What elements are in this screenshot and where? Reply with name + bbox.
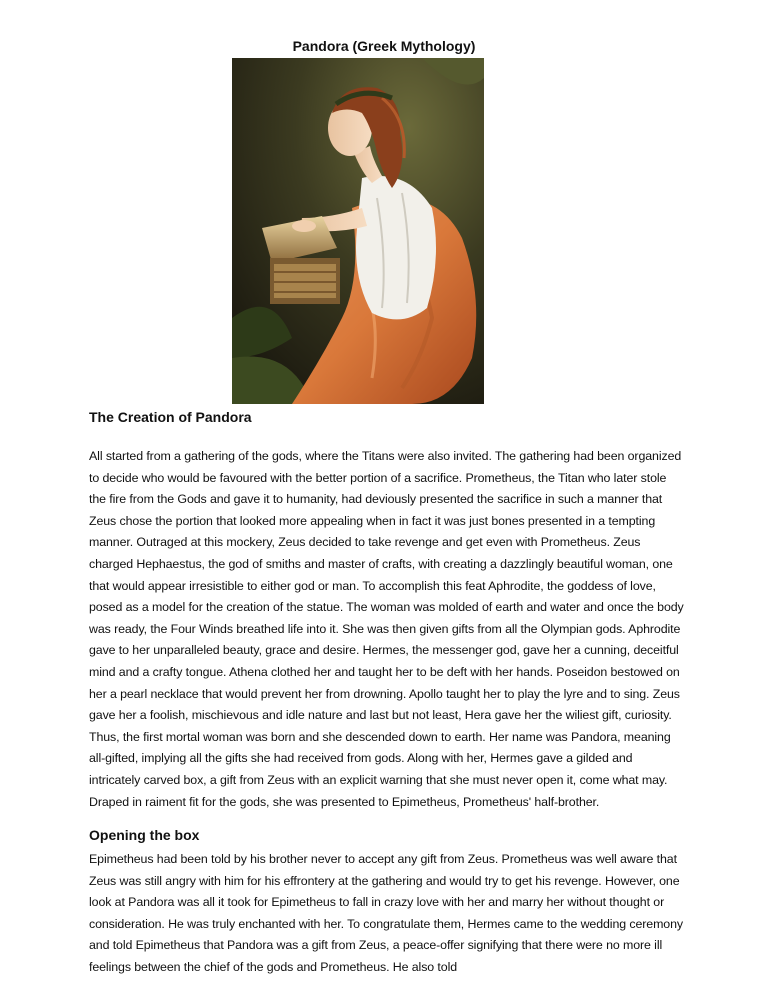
section-body-opening: Epimetheus had been told by his brother never to accept any gift from Zeus. Prometheus was well aware that Zeus was still angry with him for his effrontery at the gathering and would try to get his revenge. However, one look at Pandora was all it took for Epimetheus to fall in crazy love with her and marry her without thought or consideration. He was truly enchanted with her. To congratulate them, Hermes came to the wedding ceremony and told Epimetheus that Pandora was a gift from Zeus, a peace-offer signifying that there were no more ill feelings between the chief of the gods and Prometheus. He also told (89, 852, 683, 974)
page-title: Pandora (Greek Mythology) (292, 38, 476, 54)
section-body-creation: All started from a gathering of the gods, where the Titans were also invited. The gathering had been organized to decide who would be favoured with the better portion of a sacrifice. Prometheus, the Titan who later stole the fire from the Gods and gave it to humanity, had deviously presented the sacrifice in such a manner that Zeus chose the portion that looked more appealing when in fact it was just bones presented in a tempting manner. Outraged at this mockery, Zeus decided to take revenge and get even with Prometheus. Zeus charged Hephaestus, the god of smiths and master of crafts, with creating a dazzlingly beautiful woman, one that would appear irresistible to either god or man. To accomplish this feat Aphrodite, the goddess of love, posed as a model for the creation of the statue. The woman was molded of earth and water and once the body was ready, the Four Winds breathed life into it. She was then given gifts from all the Olympian gods. Aphrodite gave to her unparalleled beauty, grace and desire. Hermes, the messenger god, gave her a cunning, deceitful mind and a crafty tongue. Athena clothed her and taught her to be deft with her hands. Poseidon bestowed on her a pearl necklace that would prevent her from drowning. Apollo taught her to play the lyre and to sing. Zeus gave her a foolish, mischievous and idle nature and last but not least, Hera gave her the wiliest gift, curiosity. Thus, the first mortal woman was born and she descended down to earth. Her name was Pandora, meaning all-gifted, implying all the gifts she had received from gods. Along with her, Hermes gave a gilded and intricately carved box, a gift from Zeus with an explicit warning that she must never open it, come what may. Draped in raiment fit for the gods, she was presented to Epimetheus, Prometheus' half-brother. (89, 449, 684, 809)
section-heading-creation: The Creation of Pandora (89, 409, 252, 425)
pandora-painting (232, 58, 484, 404)
section-heading-opening: Opening the box (89, 827, 200, 843)
